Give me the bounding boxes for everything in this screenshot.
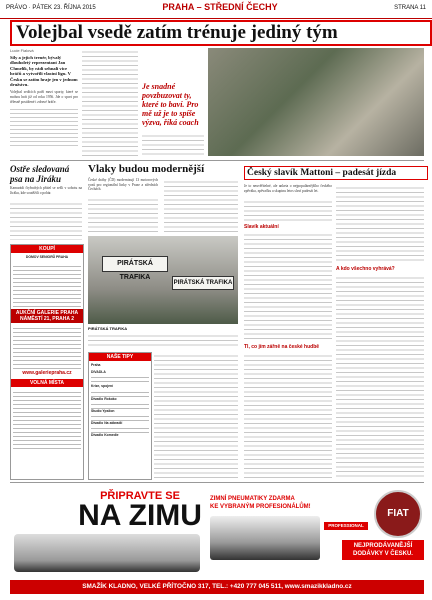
left-box-url[interactable]: www.galeriepraha.cz — [22, 370, 72, 377]
tips-item: Studio Ypsilon — [91, 408, 115, 413]
center-article-lines-2 — [164, 178, 238, 232]
ad-right-line-2: KE VYBRANÝM PROFESIONÁLŮM! — [210, 504, 311, 510]
tips-item: Divadlo Rokoko — [91, 396, 117, 401]
trafika-sign-2: PIRÁTSKÁ TRAFIKA — [172, 276, 234, 290]
fiat-logo: FIAT — [374, 490, 422, 538]
ad-headline-top: PŘIPRAVTE SE — [100, 490, 180, 502]
tips-lines — [91, 374, 149, 384]
tips-lines — [91, 389, 149, 397]
header-date: PRÁVO · PÁTEK 23. ŘÍJNA 2015 — [6, 5, 96, 11]
bottom-advertisement — [0, 482, 432, 600]
ad-footer-bar: SMAŽÍK KLADNO, VELKÉ PŘÍTOČNO 317, TEL.: +420 777 045 511, www.smazikkladno.cz — [10, 580, 424, 594]
tips-column-text — [154, 352, 238, 478]
tips-item: Divadlo Komedie — [91, 433, 119, 438]
main-headline: Volejbal vsedě zatím trénuje jediný tým — [10, 20, 432, 46]
right-article-col2-lines — [336, 274, 424, 478]
trafika-caption-lines — [88, 332, 238, 348]
left-article-title: Ostře sledovaná psa na Jiráku — [10, 164, 70, 184]
tips-lines — [91, 425, 149, 433]
left-box-lines-3 — [13, 389, 81, 449]
ad-headline-main: NA ZIMU — [78, 499, 202, 532]
trafika-sign-1: PIRÁTSKÁ TRAFIKA — [102, 256, 168, 272]
left-box-title: KOUPÍ — [11, 245, 83, 253]
main-article-lead: Síly a jejich trenér, bývalý dlouholetý reprezentant Jan Chmelík, by rádi sehnali více hráčů a vytvořili vlastní ligu. V Česku se zatím hraje jen v jednom družstvu. — [10, 55, 78, 88]
left-article-text-lines — [10, 200, 82, 240]
right-article-title: Český slavík Mattoni – padesát jízda — [244, 166, 428, 180]
ad-divider — [10, 482, 424, 483]
tips-item: Praha — [91, 363, 101, 367]
left-box-footer: VOLNÁ MÍSTA — [11, 379, 83, 387]
right-article-col2 — [336, 184, 424, 264]
tips-item: Krize, spojení — [91, 384, 114, 389]
quote-column-text — [142, 132, 204, 156]
ad-right-line-1: ZIMNÍ PNEUMATIKY ZDARMA — [210, 496, 295, 502]
tips-lines — [91, 401, 149, 409]
main-article-column-2 — [82, 48, 138, 156]
header-section: PRAHA – STŘEDNÍ ČECHY — [162, 2, 278, 12]
left-ad-box — [10, 244, 84, 480]
right-article-lines-3 — [244, 352, 332, 478]
right-article-lines-2 — [244, 231, 332, 341]
left-article-body: Kamarádi čtyřnohých přátel se sešli v sobotu na Jiráku, kde soutěžili o pohár. — [10, 186, 82, 195]
tips-box — [88, 352, 152, 480]
trafika-photo — [88, 236, 238, 324]
right-article-lines — [244, 198, 332, 222]
left-box-line: AUKČNÍ GALERIE PRAHA NÁMĚSTÍ 21, PRAHA 2 — [11, 309, 83, 323]
page-header — [0, 0, 432, 19]
divider — [10, 160, 424, 161]
tips-item: Divadlo Na zábradlí — [91, 421, 123, 426]
right-subhead-1: Slavík aktuální — [244, 224, 279, 230]
center-article-body: České dráhy (ČD) modernizují 13 motorových vozů pro regionální linky v Praze a středních Čechách. — [88, 178, 158, 192]
main-article-quote: Je snadné povzbuzovat ty, které to baví. Pro mě už je to spíše výzva, říká coach — [142, 82, 199, 127]
ad-van-image — [210, 516, 320, 560]
header-page-number: STRANA 11 — [394, 5, 426, 11]
center-article-title: Vlaky budou modernější — [88, 163, 205, 175]
tips-item: DIVADLA — [91, 370, 106, 375]
ad-delivery-text: NEJPRODÁVANĚJŠÍ DODÁVKY V ČESKU. — [342, 540, 424, 560]
text-lines — [10, 106, 78, 146]
tips-lines — [91, 413, 149, 421]
tips-list — [89, 361, 151, 439]
right-subhead-3: Tl, co jím zářně na české hudbě — [244, 344, 320, 350]
main-article-body-text: Volejbal sedících patří mezi sporty, které se mohou hrát již od roku 1956. Jde o sport pro tělesně postižené i zdravé hráče. — [10, 90, 78, 104]
ad-professional-badge: PROFESSIONAL — [324, 522, 368, 530]
main-article-photo — [208, 48, 424, 156]
main-article-body — [10, 90, 78, 104]
right-subhead-2: A kdo všechno vyhrává? — [336, 266, 395, 272]
center-article-lines — [88, 196, 158, 232]
trafika-caption: PIRÁTSKÁ TRAFIKA — [88, 326, 128, 331]
main-article-left-column — [10, 48, 78, 146]
main-article-author: Lucie Fialová — [10, 48, 34, 53]
right-article-body: Je to neuvěřitelné, ale anketa o nejpopulárnějšího českého zpěváka, zpěvačku a skupinu letos slaví padesát let. — [244, 184, 332, 193]
ad-vans-image — [14, 534, 200, 572]
left-box-lines — [13, 263, 81, 307]
tips-box-title: NAŠE TIPY — [89, 353, 151, 361]
left-box-subtitle: DOMOV SENIORŮ PRAHA — [25, 255, 69, 259]
left-box-lines-2 — [13, 325, 81, 369]
